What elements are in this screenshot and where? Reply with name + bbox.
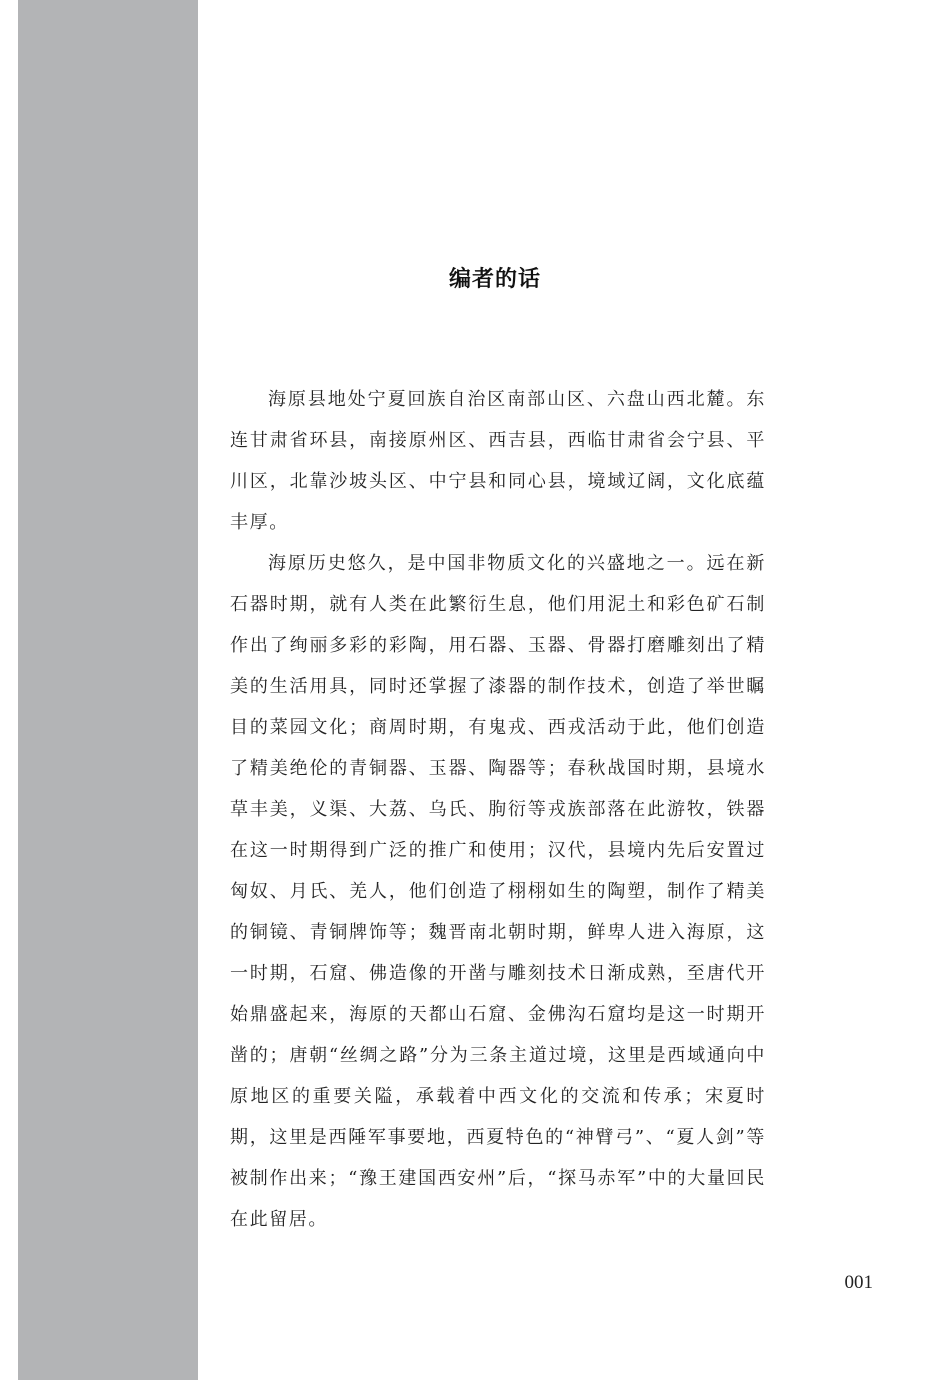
body-text [230,379,766,1240]
paragraph-2: 海原历史悠久，是中国非物质文化的兴盛地之一。远在新石器时期，就有人类在此繁衍生息，他们用泥土和彩色矿石制作出了绚丽多彩的彩陶，用石器、玉器、骨器打磨雕刻出了精美的生活用具，同时还掌握了漆器的制作技术，创造了举世瞩目的菜园文化；商周时期，有鬼戎、西戎活动于此，他们创造了精美绝伦的青铜器、玉器、陶器等；春秋战国时期，县境水草丰美，义渠、大荔、乌氏、朐衍等戎族部落在此游牧，铁器在这一时期得到广泛的推广和使用；汉代，县境内先后安置过匈奴、月氏、羌人，他们创造了栩栩如生的陶塑，制作了精美的铜镜、青铜牌饰等；魏晋南北朝时期，鲜卑人进入海原，这一时期，石窟、佛造像的开凿与雕刻技术日渐成熟，至唐代开始鼎盛起来，海原的天都山石窟、金佛沟石窟均是这一时期开凿的；唐朝“丝绸之路”分为三条主道过境，这里是西域通向中原地区的重要关隘，承载着中西文化的交流和传承；宋夏时期，这里是西陲军事要地，西夏特色的“神臂弓”、“夏人剑”等被制作出来；“豫王建国西安州”后，“探马赤军”中的大量回民在此留居。 [230,553,766,1230]
page-title: 编者的话 [448,267,541,292]
page-number: 001 [844,1272,873,1293]
side-band [18,0,198,1380]
paragraph-1: 海原县地处宁夏回族自治区南部山区、六盘山西北麓。东连甘肃省环县，南接原州区、西吉县，西临甘肃省会宁县、平川区，北靠沙坡头区、中宁县和同心县，境域辽阔，文化底蕴丰厚。 [230,389,766,533]
